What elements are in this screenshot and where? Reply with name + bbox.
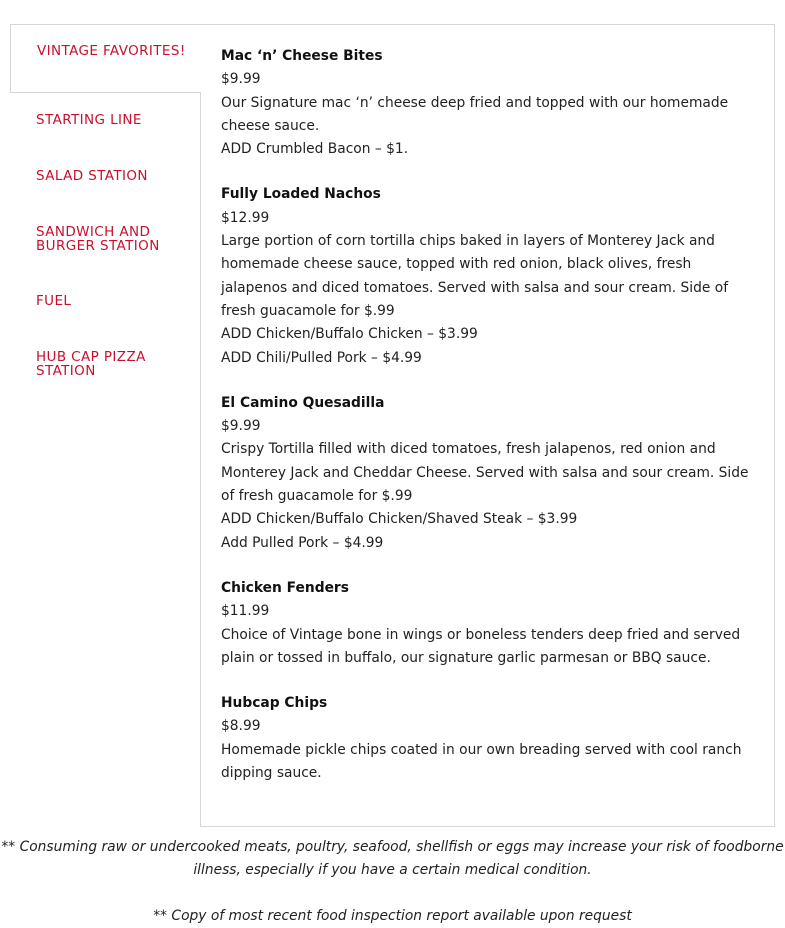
item-price: $8.99 [221, 718, 261, 735]
item-description: Our Signature mac ‘n’ cheese deep fried and topped with our homemade cheese sauce. [221, 94, 729, 134]
item-name: Fully Loaded Nachos [221, 186, 381, 203]
tab-salad-station[interactable]: SALAD STATION [36, 168, 148, 184]
tab-hub-cap-pizza-station[interactable]: HUB CAP PIZZA STATION [36, 349, 146, 379]
item-price: $12.99 [221, 209, 270, 226]
menu-item [221, 183, 756, 369]
menu-item [221, 392, 756, 555]
item-name: Chicken Fenders [221, 579, 349, 596]
menu-footnotes [0, 836, 785, 928]
item-price: $11.99 [221, 603, 270, 620]
foodborne-illness-warning: ** Consuming raw or undercooked meats, poultry, seafood, shellfish or eggs may increase your risk of foodborne illness, especially if you have a certain medical condition. [1, 839, 784, 879]
item-addon: ADD Chicken/Buffalo Chicken/Shaved Steak – $3.99 [221, 511, 578, 528]
item-price: $9.99 [221, 418, 261, 435]
item-addon: ADD Chicken/Buffalo Chicken – $3.99 [221, 326, 478, 343]
menu-item [221, 45, 756, 161]
tab-vintage-favorites[interactable]: VINTAGE FAVORITES! [10, 24, 201, 93]
menu-item [221, 692, 756, 785]
item-description: Homemade pickle chips coated in our own breading served with cool ranch dipping sauce. [221, 741, 742, 782]
item-addon: ADD Chili/Pulled Pork – $4.99 [221, 349, 422, 366]
item-name: El Camino Quesadilla [221, 394, 385, 411]
item-name: Mac ‘n’ Cheese Bites [221, 48, 383, 64]
item-description: Choice of Vintage bone in wings or boneless tenders deep fried and served plain or tossed in buffalo, our signature garlic parmesan or BBQ sauce. [221, 626, 741, 666]
tab-sandwich-and-burger-station[interactable]: SANDWICH AND BURGER STATION [36, 224, 160, 254]
inspection-report-note: ** Copy of most recent food inspection report available upon request [153, 907, 632, 924]
item-description: Crispy Tortilla filled with diced tomatoes, fresh jalapenos, red onion and Monterey Jack and Cheddar Cheese. Served with salsa and sour cream. Side of fresh guacamole for $.99 [221, 441, 749, 505]
item-price: $9.99 [221, 71, 261, 88]
item-addon: ADD Crumbled Bacon – $1. [221, 141, 409, 158]
item-description: Large portion of corn tortilla chips baked in layers of Monterey Jack and homemade cheese sauce, topped with red onion, black olives, fresh jalapenos and diced tomatoes. Served with salsa and sour cream. Side of fresh guacamole for $.99 [221, 233, 729, 319]
tab-starting-line[interactable]: STARTING LINE [36, 112, 142, 128]
item-addon: Add Pulled Pork – $4.99 [221, 534, 384, 551]
item-name: Hubcap Chips [221, 695, 328, 712]
menu-tabs-widget [10, 24, 775, 827]
menu-item [221, 577, 756, 670]
tab-fuel[interactable]: FUEL [36, 293, 72, 309]
menu-item-list [221, 45, 756, 807]
